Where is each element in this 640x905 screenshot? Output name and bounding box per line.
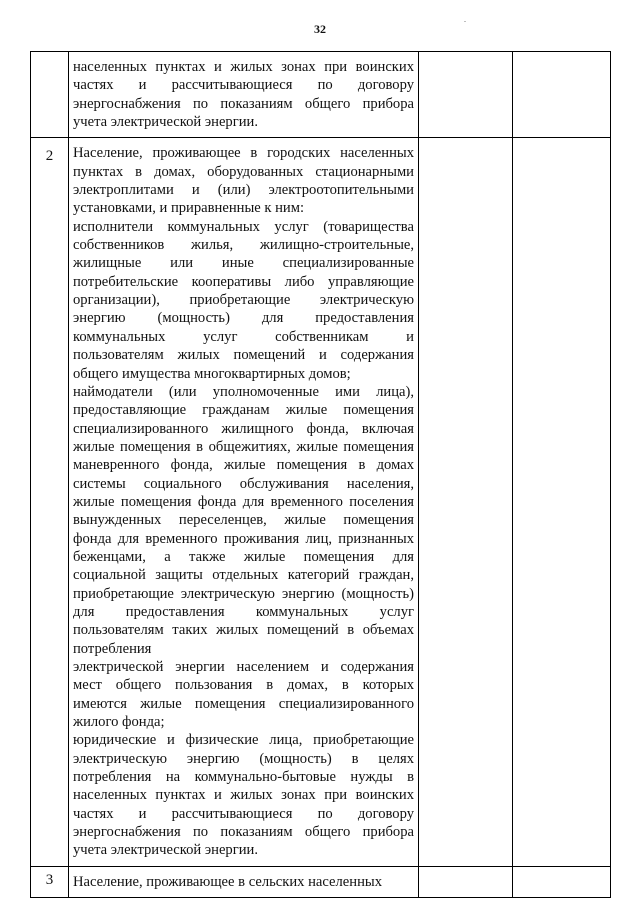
text-line: электроплитами и (или) электроотопительными: [73, 182, 414, 199]
text-line: учета электрической энергии.: [73, 114, 258, 131]
text-line: беженцами, а также жилые помещения для: [73, 548, 414, 565]
text-line: коммунальных услуг собственникам и: [73, 328, 414, 345]
text-line: потребления на коммунально-бытовые нужды в: [73, 769, 414, 786]
text-line: установками, и приравненные к ним:: [73, 200, 305, 217]
text-line: системы социального обслуживания населения,: [73, 475, 414, 492]
table-row: [31, 52, 611, 138]
empty-cell: [513, 138, 611, 866]
row-number: [31, 52, 69, 138]
table-body: [31, 52, 611, 898]
text-line: энергию (мощность) для предоставления: [73, 310, 414, 327]
empty-cell: [513, 52, 611, 138]
text-line: частях и рассчитывающиеся по договору: [73, 805, 414, 822]
text-line: собственников жилья, жилищно-строительные,: [73, 237, 414, 254]
text-line: населенных пунктах и жилых зонах при воинских: [73, 59, 414, 75]
text-line: вынужденных переселенцев, жилые помещения: [73, 512, 414, 529]
table-row: [31, 138, 611, 866]
text-line: электрической энергии населением и содержания: [73, 659, 414, 675]
empty-cell: [419, 138, 513, 866]
row-description: [69, 138, 419, 866]
page-number: 32: [314, 22, 326, 36]
row-number: 2: [31, 138, 69, 866]
text-line: пользователям таких жилых помещений в объемах: [73, 622, 414, 639]
scan-speck: .: [464, 15, 466, 24]
text-line: исполнители коммунальных услуг (товарищества: [73, 218, 414, 235]
text-line: энергоснабжения по показаниям общего прибора: [73, 95, 414, 112]
text-line: потребительские кооперативы либо управляющие: [73, 273, 414, 290]
text-line: потребления: [73, 640, 152, 657]
empty-cell: [419, 866, 513, 897]
row-description: [69, 866, 419, 897]
text-line: фонда для временного проживания лиц, признанных: [73, 530, 414, 547]
text-line: жилого фонда;: [73, 714, 165, 731]
table-row: [31, 866, 611, 897]
text-line: частях и рассчитывающиеся по договору: [73, 77, 414, 94]
row-number: 3: [31, 866, 69, 897]
text-line: имеются жилые помещения специализированного: [73, 695, 414, 712]
text-line: жилищные или иные специализированные: [73, 255, 414, 272]
text-line: мест общего пользования в домах, в которых: [73, 677, 414, 694]
text-line: предоставляющие гражданам жилые помещения: [73, 402, 414, 419]
text-line: пунктах в домах, оборудованных стационарными: [73, 163, 414, 180]
text-line: маневренного фонда, жилые помещения в домах: [73, 457, 414, 474]
text-line: Население, проживающее в сельских населенных: [73, 873, 382, 890]
text-line: приобретающие электрическую энергию (мощность): [73, 585, 414, 602]
tariff-table: [30, 51, 611, 898]
text-line: пользователям жилых помещений и содержания: [73, 347, 414, 364]
empty-cell: [419, 52, 513, 138]
text-line: для предоставления коммунальных услуг: [73, 603, 414, 620]
text-line: учета электрической энергии.: [73, 842, 258, 859]
text-line: населенных пунктах и жилых зонах при воинских: [73, 787, 414, 804]
row-description: [69, 52, 419, 138]
text-line: специализированного жилищного фонда, включая: [73, 420, 414, 437]
text-line: жилые помещения в общежитиях, жилые помещения: [73, 438, 414, 455]
text-line: общего имущества многоквартирных домов;: [73, 365, 351, 382]
empty-cell: [513, 866, 611, 897]
text-line: организации), приобретающие электрическую: [73, 292, 414, 309]
text-line: жилые помещения фонда для временного поселения: [73, 493, 414, 510]
text-line: наймодатели (или уполномоченные ими лица),: [73, 383, 414, 400]
text-line: Население, проживающее в городских населенных: [73, 145, 414, 162]
text-line: социальной защиты отдельных категорий граждан,: [73, 567, 414, 584]
text-line: электрическую энергию (мощность) в целях: [73, 750, 414, 767]
text-line: энергоснабжения по показаниям общего прибора: [73, 824, 414, 841]
text-line: юридические и физические лица, приобретающие: [73, 732, 414, 749]
